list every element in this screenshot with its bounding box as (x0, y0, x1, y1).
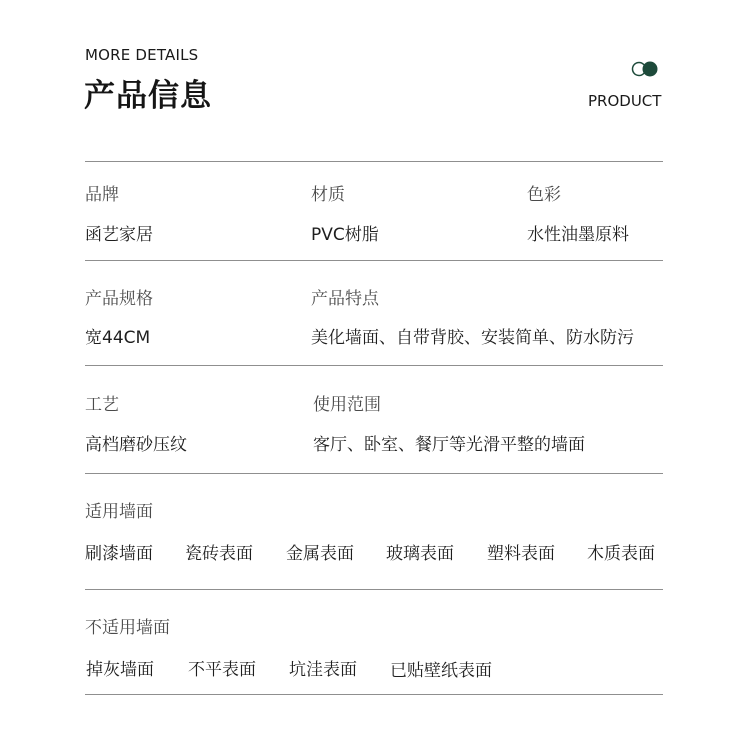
suitable-label: 适用墙面 (85, 502, 153, 522)
product-badge: PRODUCT (588, 92, 662, 110)
spec-label: 产品规格 (85, 289, 153, 309)
spec-value: 宽44CM (85, 328, 151, 348)
suitable-item: 刷漆墙面 (85, 544, 153, 564)
divider (85, 260, 663, 261)
unsuitable-item: 掉灰墙面 (86, 660, 154, 680)
suitable-item: 木质表面 (587, 544, 655, 564)
page-title: 产品信息 (84, 78, 212, 114)
color-label: 色彩 (527, 185, 561, 205)
section-kicker: MORE DETAILS (85, 46, 199, 64)
usage-label: 使用范围 (313, 395, 381, 415)
material-value: PVC树脂 (311, 225, 379, 245)
brand-label: 品牌 (85, 185, 119, 205)
usage-value: 客厅、卧室、餐厅等光滑平整的墙面 (313, 435, 585, 455)
unsuitable-label: 不适用墙面 (85, 618, 170, 638)
suitable-item: 金属表面 (286, 544, 354, 564)
color-value: 水性油墨原料 (527, 225, 629, 245)
features-label: 产品特点 (311, 289, 379, 309)
divider (85, 589, 663, 590)
toggle-icon (631, 61, 659, 77)
unsuitable-item: 坑洼表面 (289, 660, 357, 680)
unsuitable-item: 不平表面 (188, 660, 256, 680)
divider (85, 365, 663, 366)
unsuitable-item: 已贴壁纸表面 (390, 661, 492, 681)
divider (85, 694, 663, 695)
divider (85, 473, 663, 474)
divider (85, 161, 663, 162)
suitable-item: 瓷砖表面 (185, 544, 253, 564)
suitable-item: 塑料表面 (487, 544, 555, 564)
craft-value: 高档磨砂压纹 (85, 435, 187, 455)
brand-value: 函艺家居 (85, 225, 153, 245)
craft-label: 工艺 (85, 395, 119, 415)
features-value: 美化墙面、自带背胶、安装简单、防水防污 (311, 328, 634, 348)
suitable-item: 玻璃表面 (386, 544, 454, 564)
material-label: 材质 (311, 185, 345, 205)
